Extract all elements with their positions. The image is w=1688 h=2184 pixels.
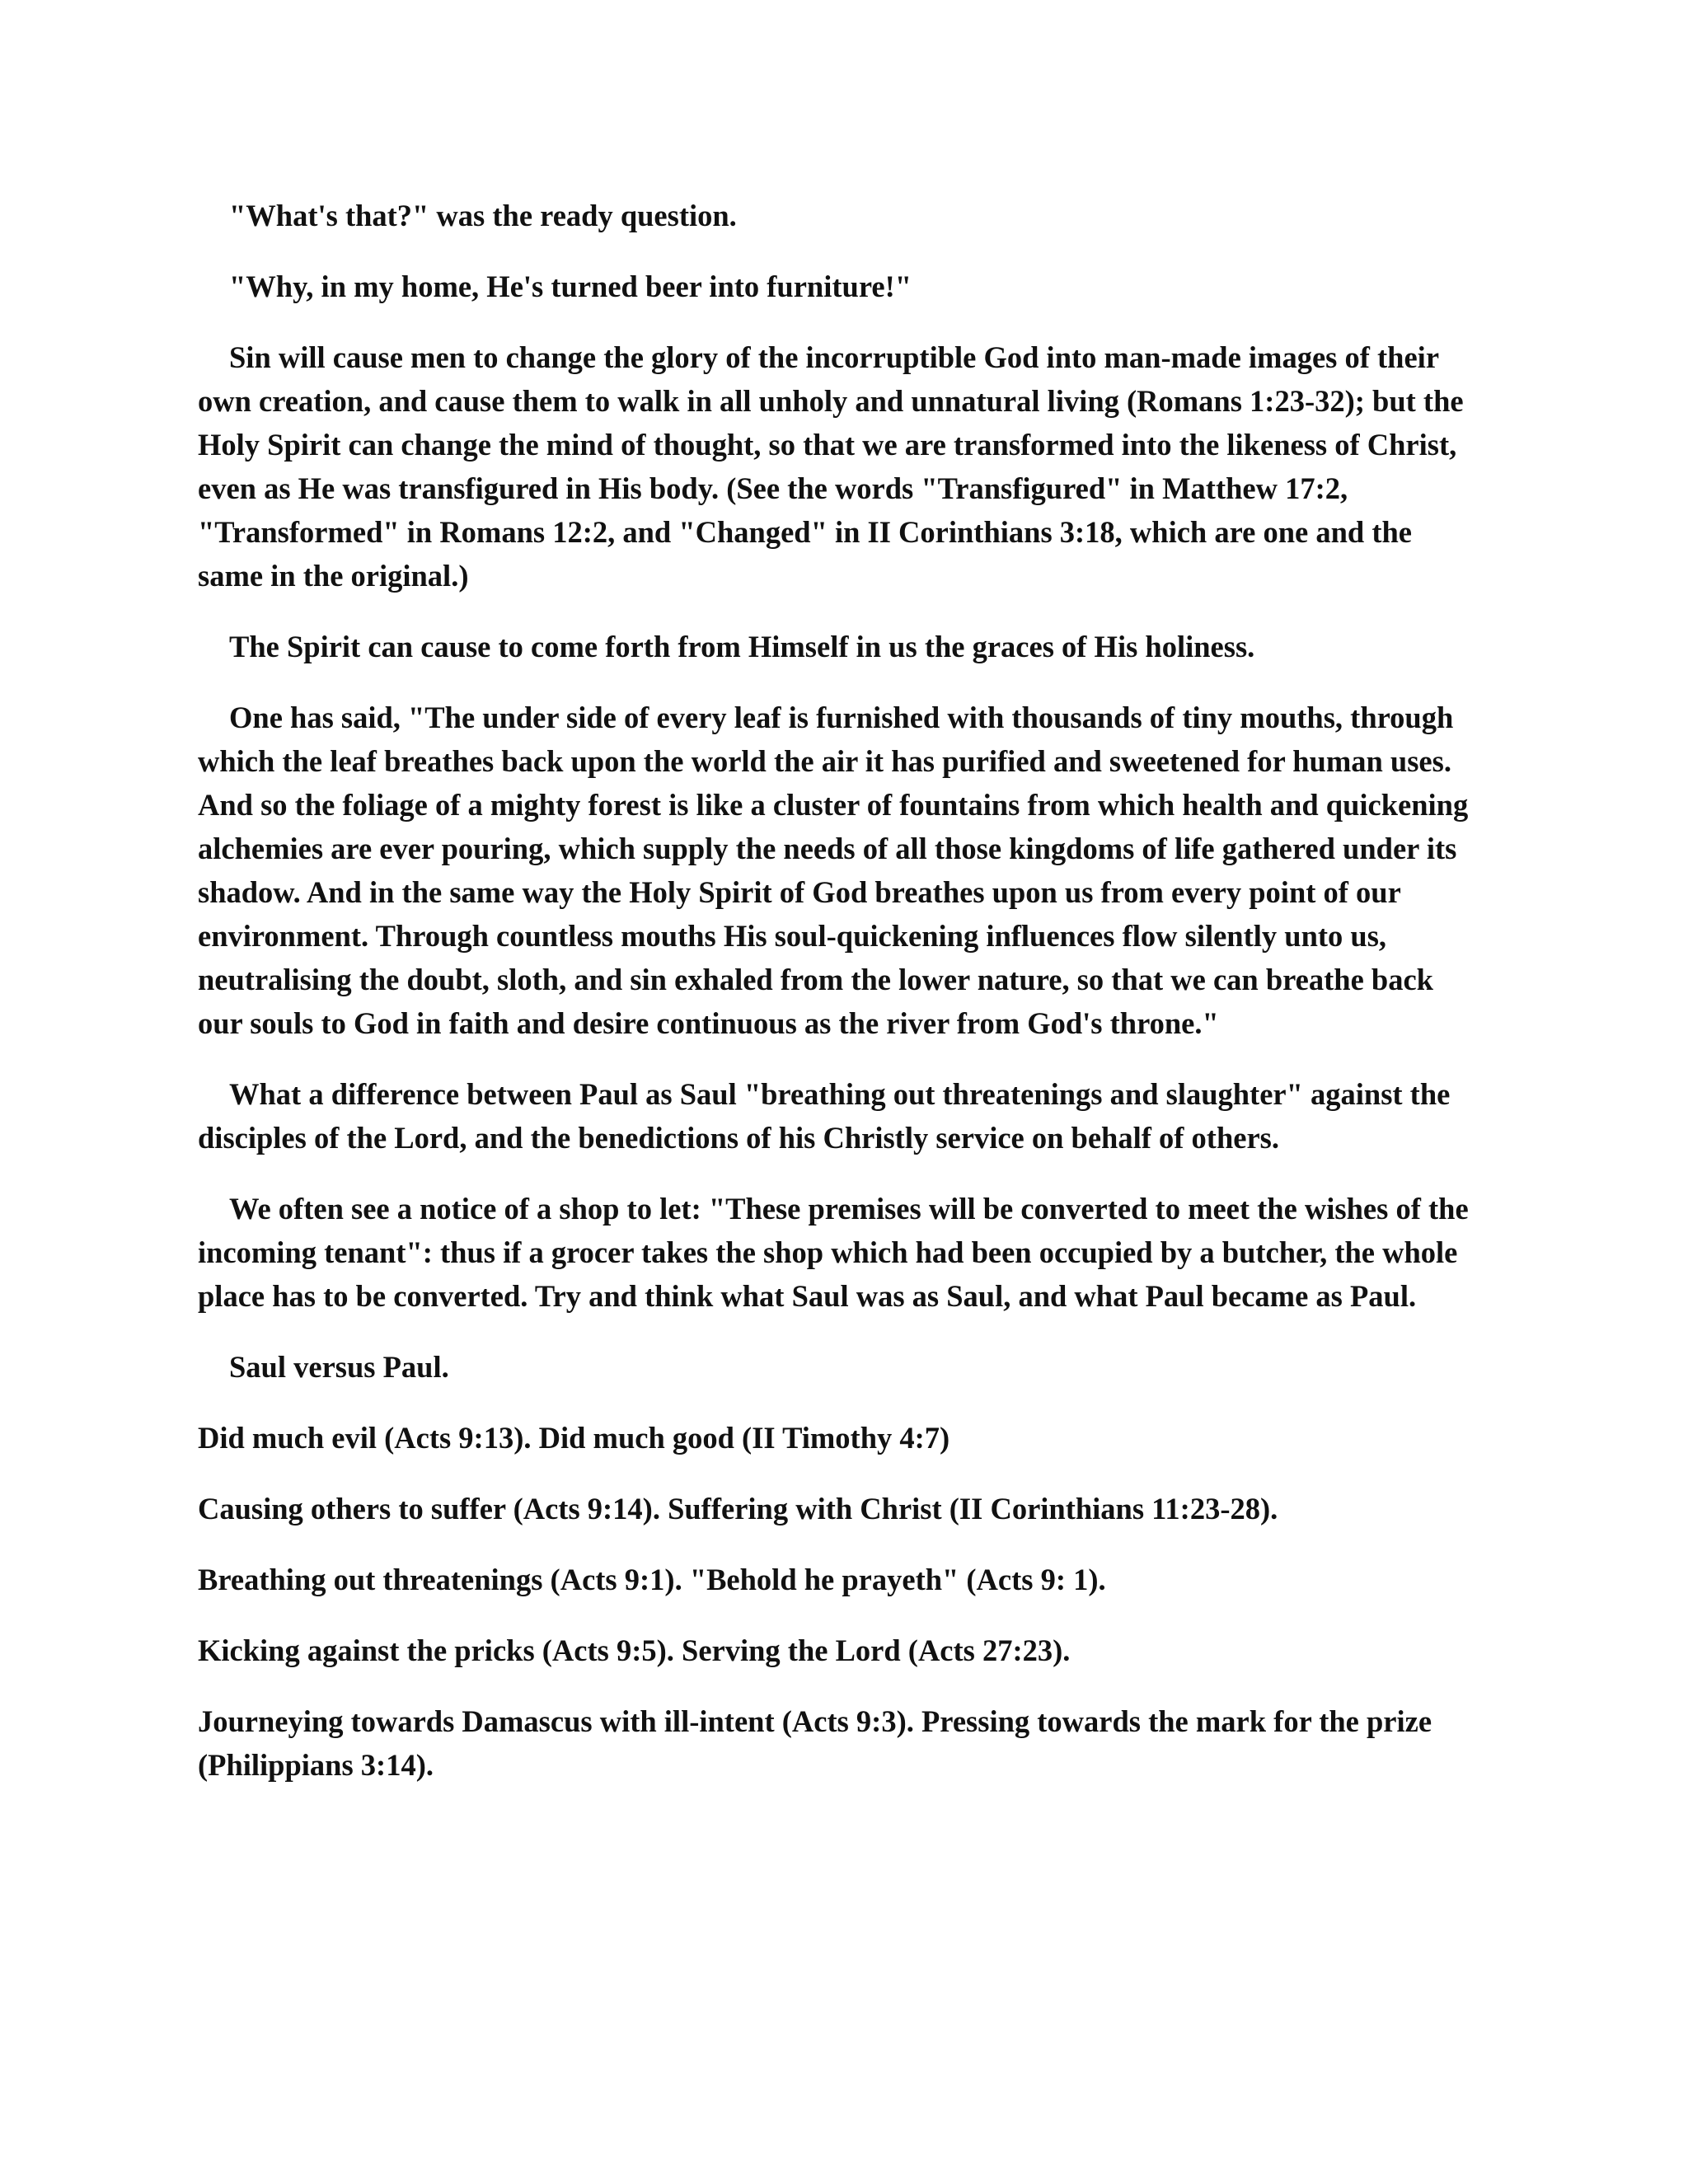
- comparison-line: Breathing out threatenings (Acts 9:1). "Behold he prayeth" (Acts 9: 1).: [198, 1563, 1106, 1596]
- paragraph-paul-difference: What a difference between Paul as Saul "breathing out threatenings and slaughter" against the disciples of the Lord, and the benedictions of his Christly service on behalf of others.: [198, 1077, 1451, 1155]
- paragraph-question: "What's that?" was the ready question.: [229, 199, 737, 232]
- comparison-line: Did much evil (Acts 9:13). Did much good (II Timothy 4:7): [198, 1421, 950, 1455]
- paragraph-spirit-graces: The Spirit can cause to come forth from Himself in us the graces of His holiness.: [229, 630, 1255, 663]
- paragraph-answer: "Why, in my home, He's turned beer into furniture!": [229, 269, 912, 303]
- paragraph-saul-versus-paul: Saul versus Paul.: [229, 1350, 449, 1384]
- document-page: [198, 194, 1484, 1814]
- paragraph-shop-notice: We often see a notice of a shop to let: "These premises will be converted to meet the wishes of the incoming tenant": thus if a grocer takes the shop which had been occupied by a butcher, the whole place has to be converted. Try and think what Saul was as Saul, and what Paul became as Paul.: [198, 1192, 1469, 1313]
- comparison-line: Kicking against the pricks (Acts 9:5). Serving the Lord (Acts 27:23).: [198, 1633, 1071, 1667]
- comparison-line: Journeying towards Damascus with ill-intent (Acts 9:3). Pressing towards the mark for the prize (Philippians 3:14).: [198, 1704, 1432, 1782]
- paragraph-leaf-quote: One has said, "The under side of every leaf is furnished with thousands of tiny mouths, through which the leaf breathes back upon the world the air it has purified and sweetened for human uses. And so the foliage of a mighty forest is like a cluster of fountains from which health and quickening alchemies are ever pouring, which supply the needs of all those kingdoms of life gathered under its shadow. And in the same way the Holy Spirit of God breathes upon us from every point of our environment. Through countless mouths His soul-quickening influences flow silently unto us, neutralising the doubt, sloth, and sin exhaled from the lower nature, so that we can breathe back our souls to God in faith and desire continuous as the river from God's throne.": [198, 701, 1469, 1040]
- comparison-line: Causing others to suffer (Acts 9:14). Suffering with Christ (II Corinthians 11:23-28).: [198, 1492, 1278, 1526]
- paragraph-sin-change: Sin will cause men to change the glory of the incorruptible God into man-made images of their own creation, and cause them to walk in all unholy and unnatural living (Romans 1:23-32); but the Holy Spirit can change the mind of thought, so that we are transformed into the likeness of Christ, even as He was transfigured in His body. (See the words "Transfigured" in Matthew 17:2, "Transformed" in Romans 12:2, and "Changed" in II Corinthians 3:18, which are one and the same in the original.): [198, 340, 1464, 593]
